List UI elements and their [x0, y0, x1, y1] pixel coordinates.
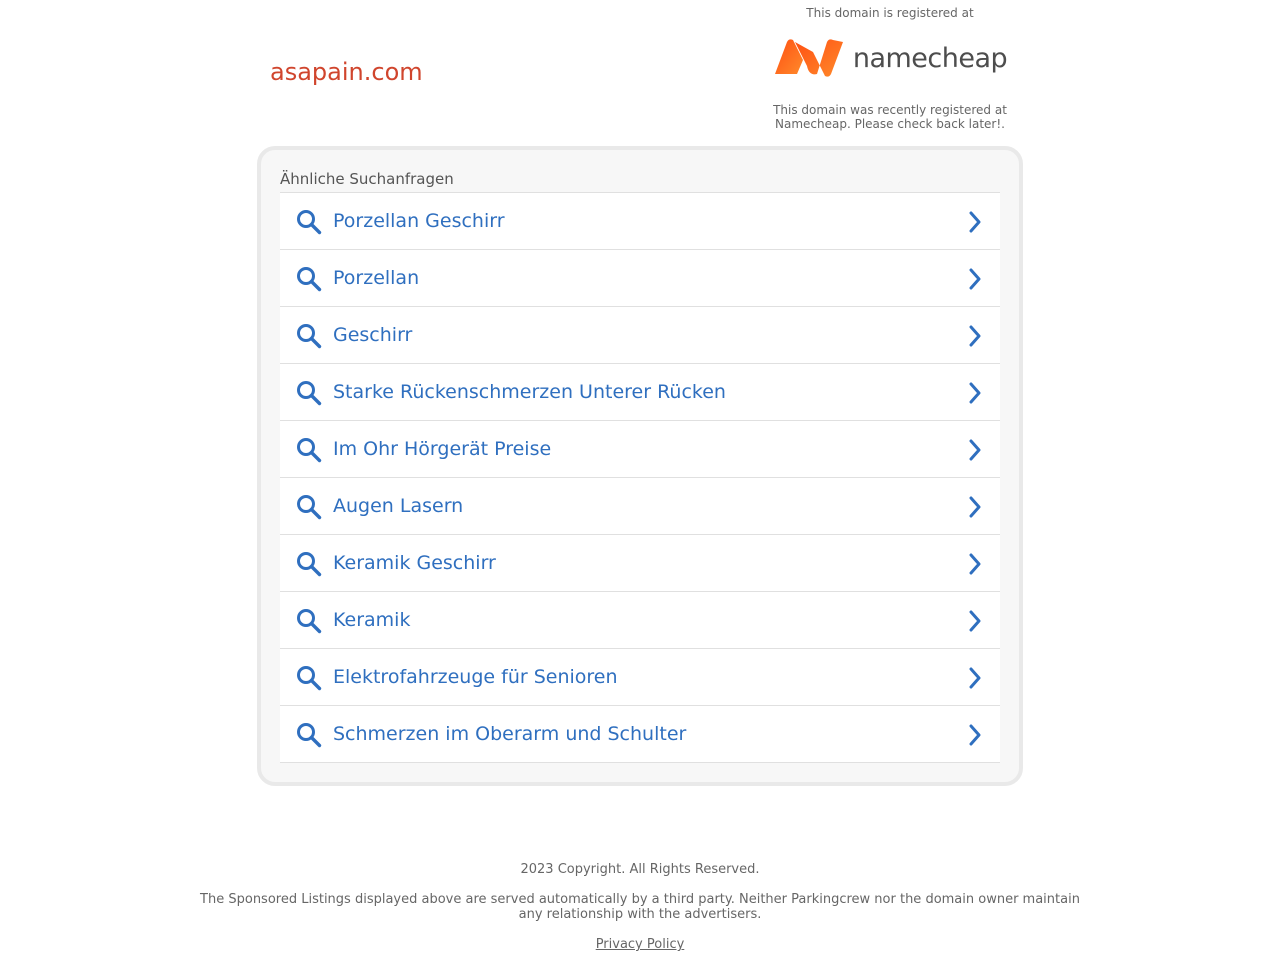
namecheap-mark-icon: [773, 38, 845, 78]
list-item[interactable]: [280, 250, 1000, 307]
related-searches-panel: [257, 146, 1023, 786]
search-icon: [296, 608, 322, 634]
chevron-right-icon: [968, 382, 982, 404]
privacy-policy: [0, 937, 1280, 952]
search-icon: [296, 665, 322, 691]
copyright-text: 2023 Copyright. All Rights Reserved.: [520, 862, 760, 877]
list-item-label[interactable]: Porzellan: [333, 267, 420, 289]
registrar-message: This domain was recently registered at Namecheap. Please check back later!.: [773, 103, 1007, 131]
chevron-right-icon: [968, 439, 982, 461]
chevron-right-icon: [968, 496, 982, 518]
chevron-right-icon: [968, 211, 982, 233]
list-item-label[interactable]: Schmerzen im Oberarm und Schulter: [333, 723, 687, 745]
list-item[interactable]: [280, 307, 1000, 364]
list-item-label[interactable]: Elektrofahrzeuge für Senioren: [333, 666, 618, 688]
list-item[interactable]: [280, 649, 1000, 706]
registrar-box: [760, 0, 1020, 131]
list-item[interactable]: [280, 535, 1000, 592]
search-icon: [296, 266, 322, 292]
related-searches-list: [280, 192, 1000, 763]
chevron-right-icon: [968, 724, 982, 746]
list-item[interactable]: [280, 592, 1000, 649]
search-icon: [296, 323, 322, 349]
list-item-label[interactable]: Keramik Geschirr: [333, 552, 496, 574]
list-item[interactable]: [280, 421, 1000, 478]
list-item[interactable]: [280, 478, 1000, 535]
list-item[interactable]: [280, 706, 1000, 763]
registered-at-text: This domain is registered at: [806, 6, 974, 20]
chevron-right-icon: [968, 553, 982, 575]
search-icon: [296, 437, 322, 463]
search-icon: [296, 380, 322, 406]
privacy-policy-link[interactable]: Privacy Policy: [595, 937, 685, 952]
disclaimer-text: The Sponsored Listings displayed above are served automatically by a third party. Neither Parkingcrew nor the domain owner maintain any relationship with the advertisers.: [200, 892, 1080, 922]
list-item[interactable]: [280, 364, 1000, 421]
domain-title: asapain.com: [270, 58, 423, 86]
list-item-label[interactable]: Augen Lasern: [333, 495, 464, 517]
namecheap-logo[interactable]: [760, 33, 1020, 83]
chevron-right-icon: [968, 610, 982, 632]
list-item-label[interactable]: Geschirr: [333, 324, 413, 346]
list-item-label[interactable]: Starke Rückenschmerzen Unterer Rücken: [333, 381, 726, 403]
search-icon: [296, 209, 322, 235]
panel-heading: Ähnliche Suchanfragen: [280, 170, 454, 188]
list-item-label[interactable]: Keramik: [333, 609, 411, 631]
chevron-right-icon: [968, 325, 982, 347]
list-item[interactable]: [280, 193, 1000, 250]
namecheap-wordmark: namecheap: [852, 42, 1008, 74]
search-icon: [296, 551, 322, 577]
search-icon: [296, 494, 322, 520]
chevron-right-icon: [968, 268, 982, 290]
search-icon: [296, 722, 322, 748]
list-item-label[interactable]: Porzellan Geschirr: [333, 210, 505, 232]
chevron-right-icon: [968, 667, 982, 689]
list-item-label[interactable]: Im Ohr Hörgerät Preise: [333, 438, 552, 460]
